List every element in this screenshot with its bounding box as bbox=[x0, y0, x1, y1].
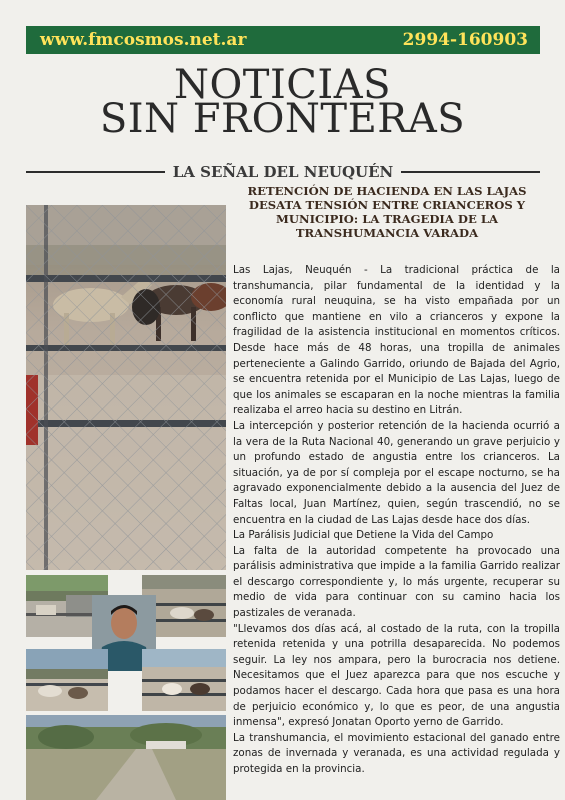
article-paragraph-1: Las Lajas, Neuquén - La tradicional práctica de la transhumancia, pilar fundamental de la identidad y la economía rural neuquina, se ha visto empañada por un conflicto que mantiene en vilo a crianceros y expone la fragilidad de la asistencia institucional en momentos críticos. Desde hace más de 48 horas, una tropilla de animales perteneciente a Galindo Garrido, oriundo de Bajada del Agrio, se encuentra retenida por el Municipio de Las Lajas, luego de que los animales se escaparan en la noche mientras la familia realizaba el arreo hacia su destino en Litrán. bbox=[233, 264, 560, 417]
section-divider bbox=[26, 162, 540, 182]
article-paragraph-2: La intercepción y posterior retención de la hacienda ocurrió a la vera de la Ruta Nacional 40, generando un grave perjuicio y un profundo estado de angustia entre los crianceros. La situación, ya de por sí compleja por el escape nocturno, se ha agravado exponencialmente debido a la ausencia del Juez de Faltas local, Juan Martínez, quien, según trascendió, no se encuentra en la ciudad de Las Lajas desde hace dos días. bbox=[233, 419, 560, 526]
article-paragraph-4: La transhumancia, el movimiento estacional del ganado entre zonas de invernada y veranada, es una actividad regulada y protegida en la provincia. bbox=[233, 731, 560, 775]
rural-road-image bbox=[26, 715, 226, 800]
phone-number: 2994-160903 bbox=[402, 30, 528, 50]
horses-fence-photo bbox=[142, 649, 226, 711]
masthead-line-1: NOTICIAS bbox=[174, 62, 391, 108]
horses-fence-image bbox=[142, 649, 226, 711]
horses-field-photo bbox=[26, 649, 108, 711]
main-photo-corral-horses bbox=[26, 205, 226, 570]
photo-collage bbox=[26, 575, 226, 800]
section-label: LA SEÑAL DEL NEUQUÉN bbox=[172, 163, 394, 181]
divider-line-left bbox=[26, 171, 165, 173]
divider-line-right bbox=[401, 171, 540, 173]
article-body bbox=[233, 263, 560, 778]
horses-field-image bbox=[26, 649, 108, 711]
masthead-line-2: SIN FRONTERAS bbox=[99, 96, 466, 142]
article-headline: RETENCIÓN DE HACIENDA EN LAS LAJAS DESATA TENSIÓN ENTRE CRIANCEROS Y MUNICIPIO: LA TRAGEDIA DE LA TRANSHUMANCIA VARADA bbox=[247, 184, 527, 240]
website-url[interactable]: www.fmcosmos.net.ar bbox=[40, 30, 247, 50]
article-paragraph-3: La falta de la autoridad competente ha provocado una parálisis administrativa que impide a la familia Garrido realizar el descargo correspondiente y, lo más urgente, recuperar su medio de vida para continuar con su camino hacia los pastizales de veranada. bbox=[233, 544, 560, 620]
rural-road-photo bbox=[26, 715, 226, 800]
corral-horses-photo bbox=[26, 205, 226, 570]
header-bar bbox=[26, 26, 540, 54]
article-subheading: La Parálisis Judicial que Detiene la Vida del Campo bbox=[233, 529, 494, 542]
masthead bbox=[0, 62, 565, 142]
article-quote: "Llevamos dos días acá, al costado de la ruta, con la tropilla retenida retenida y una potrilla desaparecida. No podemos seguir. La ley nos ampara, pero la burocracia nos detiene. Necesitamos que el Juez aparezca para que nos escuche y podamos hacer el descargo. Cada hora que pasa es una hora de perjuicio económico y, lo que es peor, de una angustia inmensa", expresó Jonatan Oporto yerno de Garrido. bbox=[233, 622, 560, 729]
